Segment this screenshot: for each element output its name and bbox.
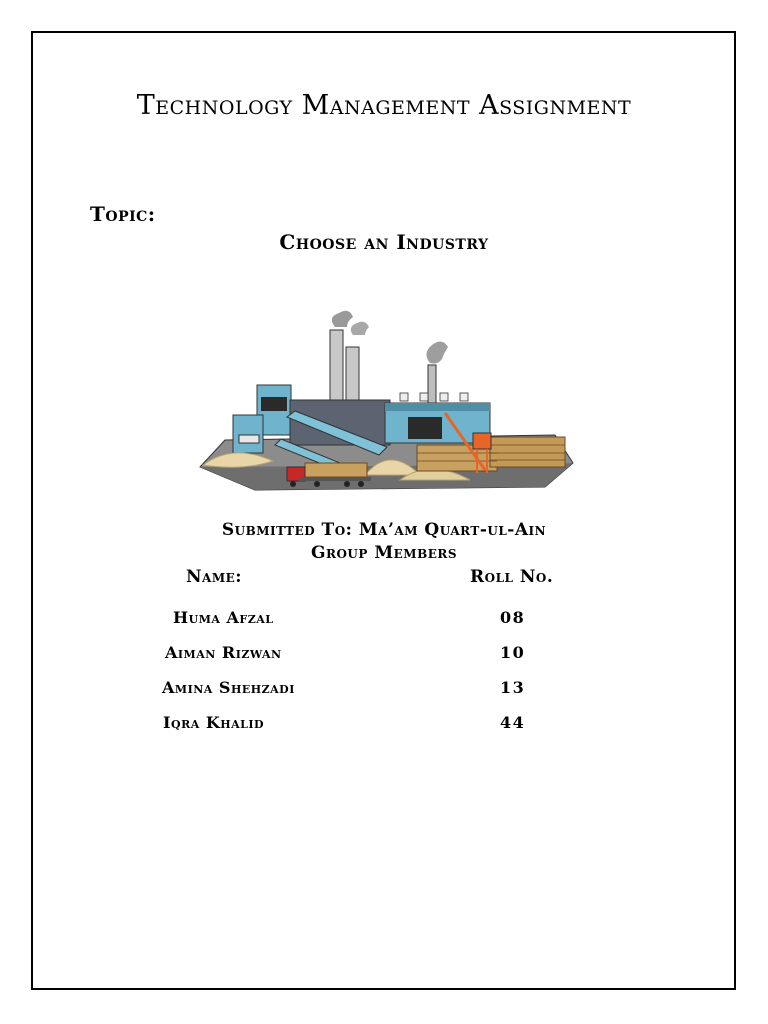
submitted-to: Submitted To: Ma’am Quart-ul-Ain — [221, 520, 547, 540]
member-name: Aiman Rizwan — [165, 643, 282, 662]
name-column-header: Name: — [186, 567, 243, 587]
member-roll: 08 — [500, 608, 526, 627]
group-heading: Group Members — [310, 543, 458, 563]
member-roll: 44 — [500, 713, 526, 732]
member-roll: 13 — [500, 678, 526, 697]
member-name: Huma Afzal — [173, 608, 274, 627]
document-title: Technology Management Assignment — [136, 90, 632, 121]
page-border — [31, 31, 736, 990]
topic-value: Choose an Industry — [279, 230, 489, 254]
topic-label: Topic: — [90, 202, 156, 226]
member-name: Amina Shehzadi — [162, 678, 295, 697]
member-roll: 10 — [500, 643, 526, 662]
roll-column-header: Roll No. — [470, 567, 554, 587]
member-name: Iqra Khalid — [163, 713, 265, 732]
factory-illustration-icon — [195, 305, 575, 500]
